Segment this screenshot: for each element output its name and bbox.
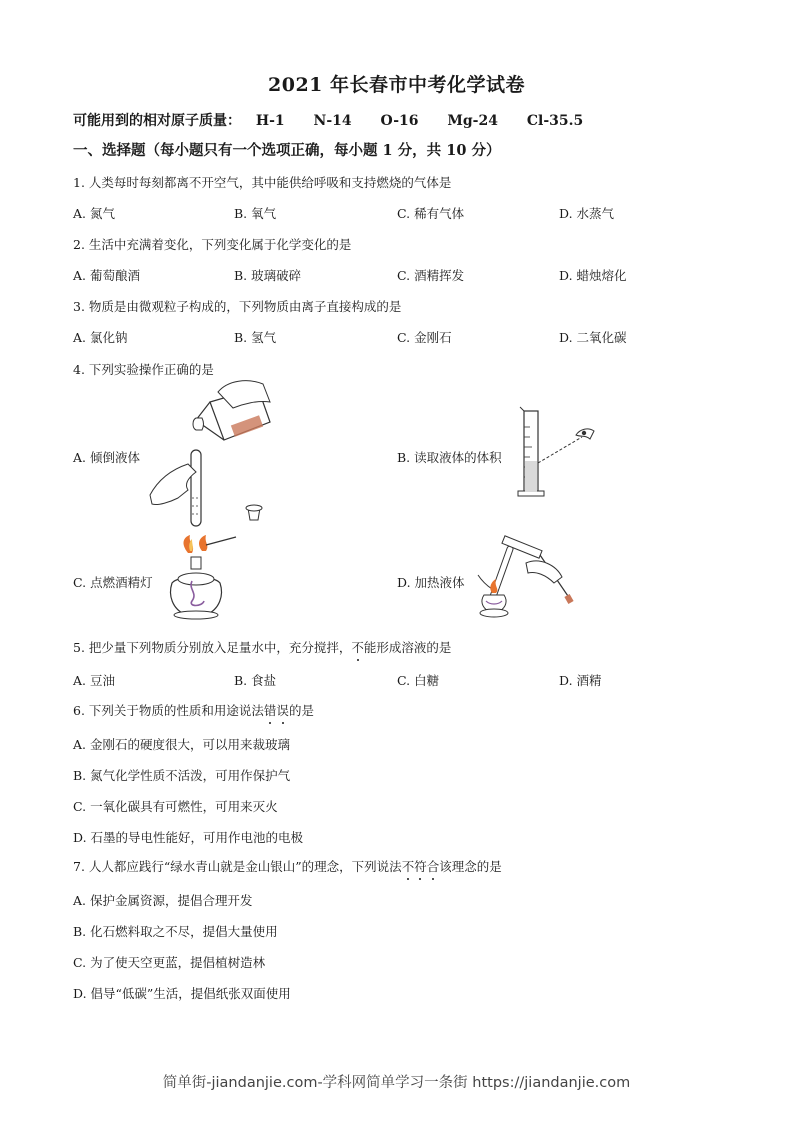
question-2-stem: 2. 生活中充满着变化，下列变化属于化学变化的是 [73,237,352,252]
q1-option-d: D. 水蒸气 [559,206,615,221]
q6-stem-pre: 6. 下列关于物质的性质和用途说法 [73,703,264,718]
section-heading: 一、选择题（每小题只有一个选项正确，每小题 1 分，共 10 分） [73,142,501,159]
atomic-mass-n: N-14 [313,113,352,129]
q5-option-d: D. 酒精 [559,673,602,688]
q4-option-b: B. 读取液体的体积 [397,450,502,465]
pouring-liquid-illustration [148,380,273,530]
q3-option-d: D. 二氧化碳 [559,330,627,345]
q6-option-d: D. 石墨的导电性能好，可用作电池的电极 [73,830,304,845]
q5-option-a: A. 豆油 [73,673,115,688]
q6-option-b: B. 氮气化学性质不活泼，可用作保护气 [73,768,291,783]
q7-stem-pre: 7. 人人都应践行“绿水青山就是金山银山”的理念，下列说法 [73,859,402,874]
atomic-mass-h: H-1 [255,113,285,129]
q7-emphasis-3: 合 [426,859,440,874]
atomic-mass-cl: Cl-35.5 [526,113,584,129]
reading-volume-illustration [510,405,600,500]
q2-option-d: D. 蜡烛熔化 [559,268,627,283]
question-1-stem: 1. 人类每时每刻都离不开空气，其中能供给呼吸和支持燃烧的气体是 [73,175,452,190]
q5-stem-pre: 5. 把少量下列物质分别放入足量水中，充分搅拌， [73,640,352,655]
footer-watermark: 简单街-jiandanjie.com-学科网简单学习一条街 https://jiandanjie.com [162,1075,631,1091]
question-3-stem: 3. 物质是由微观粒子构成的，下列物质由离子直接构成的是 [73,299,402,314]
q5-option-c: C. 白糖 [397,673,440,688]
q5-emphasis: 不 [351,640,364,655]
question-6-stem [73,701,314,719]
q6-stem-post: 的是 [288,703,314,718]
q3-option-c: C. 金刚石 [397,330,452,345]
q6-emphasis-2: 误 [276,703,289,718]
q2-option-c: C. 酒精挥发 [397,268,465,283]
atomic-mass-label: 可能用到的相对原子质量： [73,113,241,129]
atomic-mass-o: O-16 [380,113,419,129]
q4-option-a: A. 倾倒液体 [73,450,140,465]
q5-stem-post: 能形成溶液的是 [363,640,452,655]
page-title: 2021 年长春市中考化学试卷 [268,74,525,96]
q4-option-d: D. 加热液体 [397,575,465,590]
q7-option-d: D. 倡导“低碳”生活，提倡纸张双面使用 [73,986,291,1001]
q2-option-b: B. 玻璃破碎 [234,268,302,283]
q7-emphasis-2: 符 [414,859,427,874]
q2-option-a: A. 葡萄酿酒 [73,268,140,283]
q6-option-c: C. 一氧化碳具有可燃性，可用来灭火 [73,799,278,814]
question-7-stem [73,857,502,875]
q4-option-c: C. 点燃酒精灯 [73,575,153,590]
q6-emphasis-1: 错 [263,703,277,718]
q1-option-c: C. 稀有气体 [397,206,465,221]
question-5-stem [73,638,451,656]
heating-liquid-illustration [470,535,582,627]
q6-option-a: A. 金刚石的硬度很大，可以用来裁玻璃 [73,737,290,752]
q1-option-a: A. 氮气 [73,206,115,221]
alcohol-lamp-illustration [158,535,248,625]
q7-option-a: A. 保护金属资源，提倡合理开发 [73,893,253,908]
q7-option-b: B. 化石燃料取之不尽，提倡大量使用 [73,924,278,939]
q7-stem-post: 该理念的是 [439,859,502,874]
q3-option-b: B. 氢气 [234,330,277,345]
question-4-stem: 4. 下列实验操作正确的是 [73,362,214,377]
q7-option-c: C. 为了使天空更蓝，提倡植树造林 [73,955,266,970]
atomic-mass-line [73,110,583,130]
q5-option-b: B. 食盐 [234,673,277,688]
atomic-mass-mg: Mg-24 [447,113,498,129]
q3-option-a: A. 氯化钠 [73,330,128,345]
q1-option-b: B. 氧气 [234,206,277,221]
q7-emphasis-1: 不 [401,859,415,874]
